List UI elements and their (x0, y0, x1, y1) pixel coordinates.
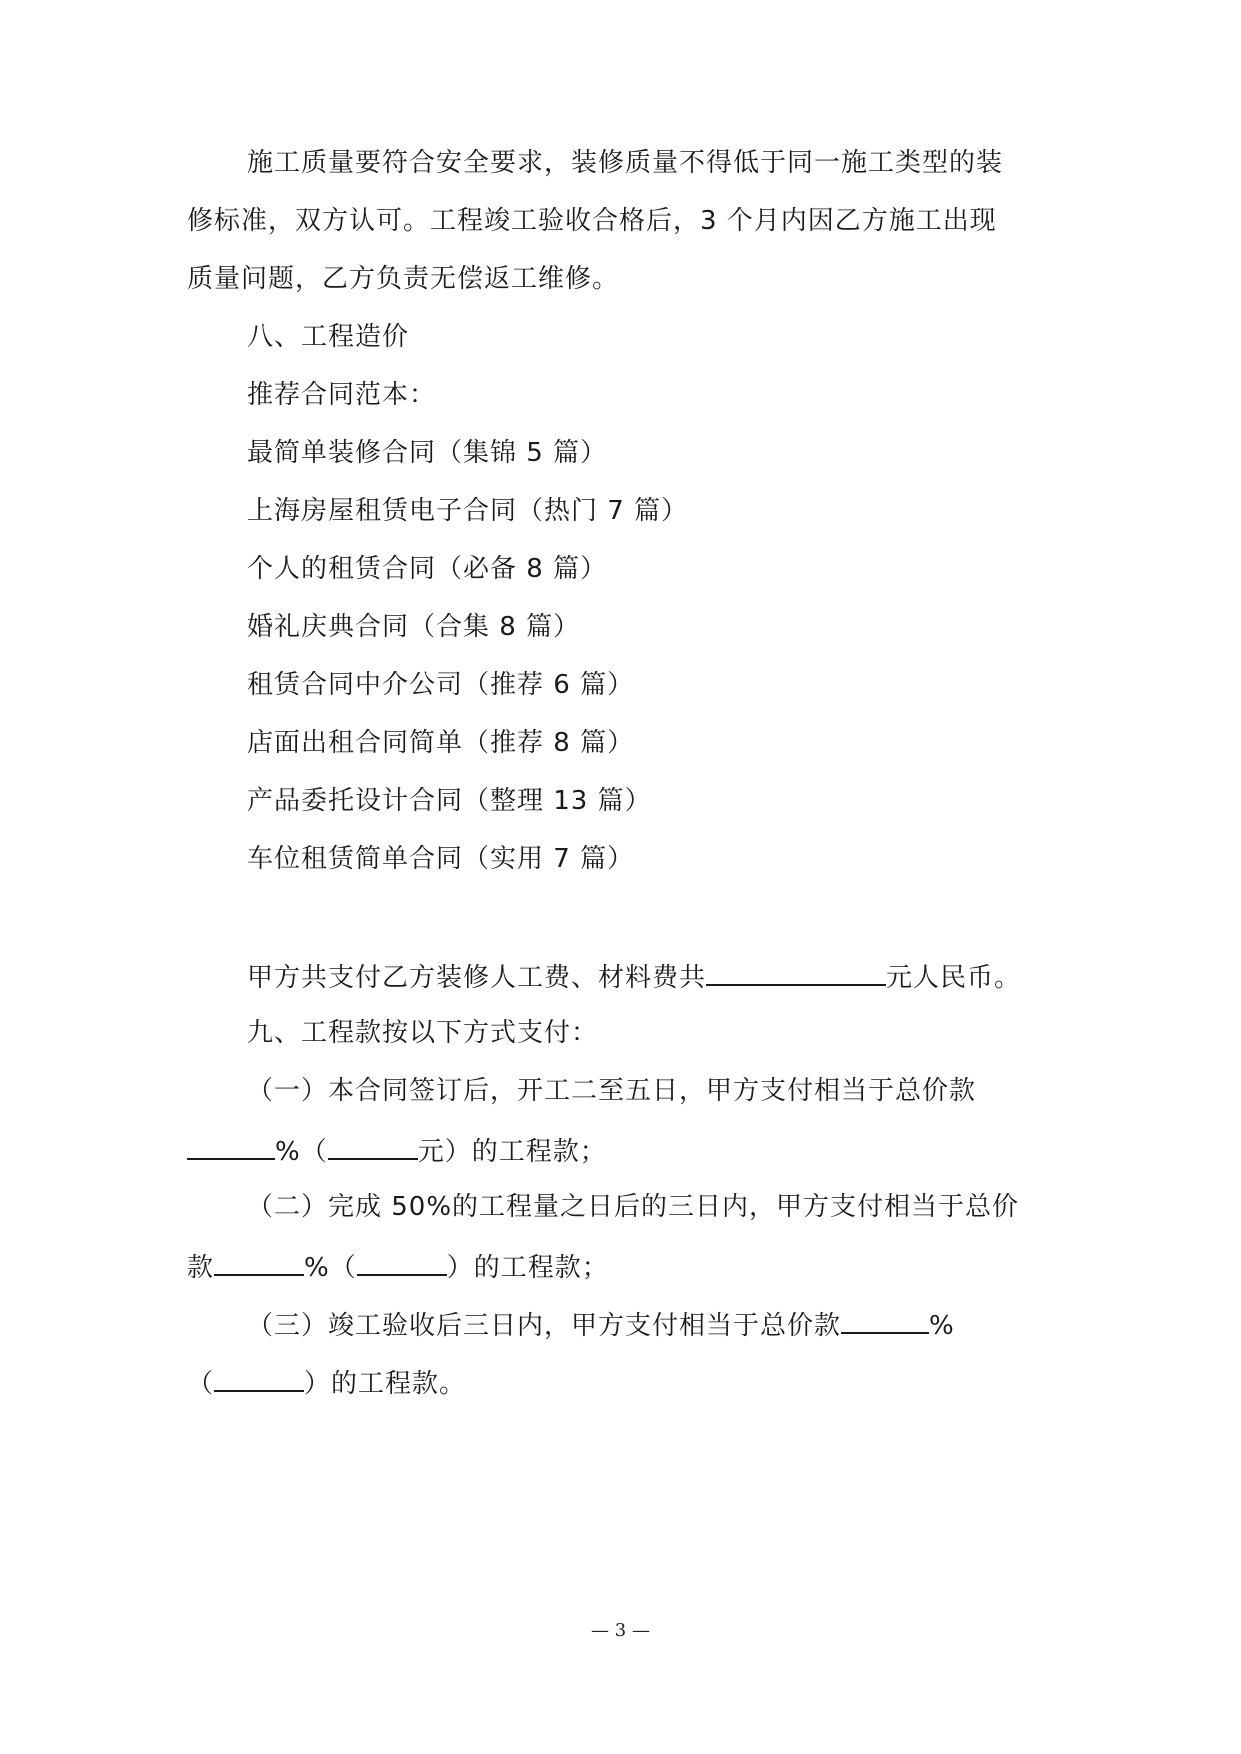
payment-1-line-2 (187, 1132, 607, 1169)
payment-2-prefix-text: 款 (187, 1253, 215, 1283)
page-number: — 3 — (591, 1620, 650, 1641)
blank-amount (214, 1364, 304, 1392)
payment-2-line-2 (187, 1248, 609, 1285)
recommended-contract-link[interactable]: 产品委托设计合同（整理 13 篇） (247, 786, 652, 816)
recommended-contract-link[interactable]: 婚礼庆典合同（合集 8 篇） (247, 612, 581, 642)
payment-2-line-1: （二）完成 50%的工程量之日后的三日内，甲方支付相当于总价 (247, 1192, 1020, 1222)
section-8-heading: 八、工程造价 (247, 322, 410, 352)
blank-amount (357, 1248, 447, 1276)
payment-1-percent-text: %（ (275, 1137, 328, 1167)
payment-3-line-2 (187, 1364, 466, 1401)
payment-3-percent-text: % (929, 1311, 955, 1341)
recommended-contract-link[interactable]: 租赁合同中介公司（推荐 6 篇） (247, 670, 635, 700)
payment-3-open-paren: （ (187, 1369, 215, 1399)
payment-2-percent-text: %（ (304, 1253, 357, 1283)
blank-percent (187, 1132, 275, 1160)
recommend-heading: 推荐合同范本： (247, 380, 437, 410)
recommended-contract-link[interactable]: 最简单装修合同（集锦 5 篇） (247, 438, 608, 468)
payment-2-suffix-text: ）的工程款； (446, 1253, 609, 1283)
quality-paragraph-line-3: 质量问题，乙方负责无偿返工维修。 (187, 264, 620, 294)
blank-percent (841, 1306, 929, 1334)
payment-3-suffix-text: ）的工程款。 (304, 1369, 467, 1399)
payment-3-line-1 (247, 1306, 955, 1343)
quality-paragraph-line-2: 修标准，双方认可。工程竣工验收合格后，3 个月内因乙方施工出现 (187, 206, 997, 236)
recommended-contract-link[interactable]: 上海房屋租赁电子合同（热门 7 篇） (247, 496, 689, 526)
payment-total-line (247, 958, 1021, 995)
payment-3-prefix-text: （三）竣工验收后三日内，甲方支付相当于总价款 (247, 1311, 842, 1341)
blank-percent (214, 1248, 304, 1276)
recommended-contract-link[interactable]: 个人的租赁合同（必备 8 篇） (247, 554, 608, 584)
section-9-heading: 九、工程款按以下方式支付： (247, 1018, 599, 1048)
blank-total-amount (706, 958, 886, 986)
blank-amount (328, 1132, 418, 1160)
quality-paragraph-line-1: 施工质量要符合安全要求，装修质量不得低于同一施工类型的装 (247, 148, 1004, 178)
recommended-contract-link[interactable]: 车位租赁简单合同（实用 7 篇） (247, 844, 635, 874)
payment-1-line-1: （一）本合同签订后，开工二至五日，甲方支付相当于总价款 (247, 1076, 977, 1106)
payment-1-suffix-text: 元）的工程款； (417, 1137, 607, 1167)
recommended-contract-link[interactable]: 店面出租合同简单（推荐 8 篇） (247, 728, 635, 758)
payment-total-prefix: 甲方共支付乙方装修人工费、材料费共 (247, 963, 707, 993)
payment-total-suffix: 元人民币。 (886, 963, 1022, 993)
